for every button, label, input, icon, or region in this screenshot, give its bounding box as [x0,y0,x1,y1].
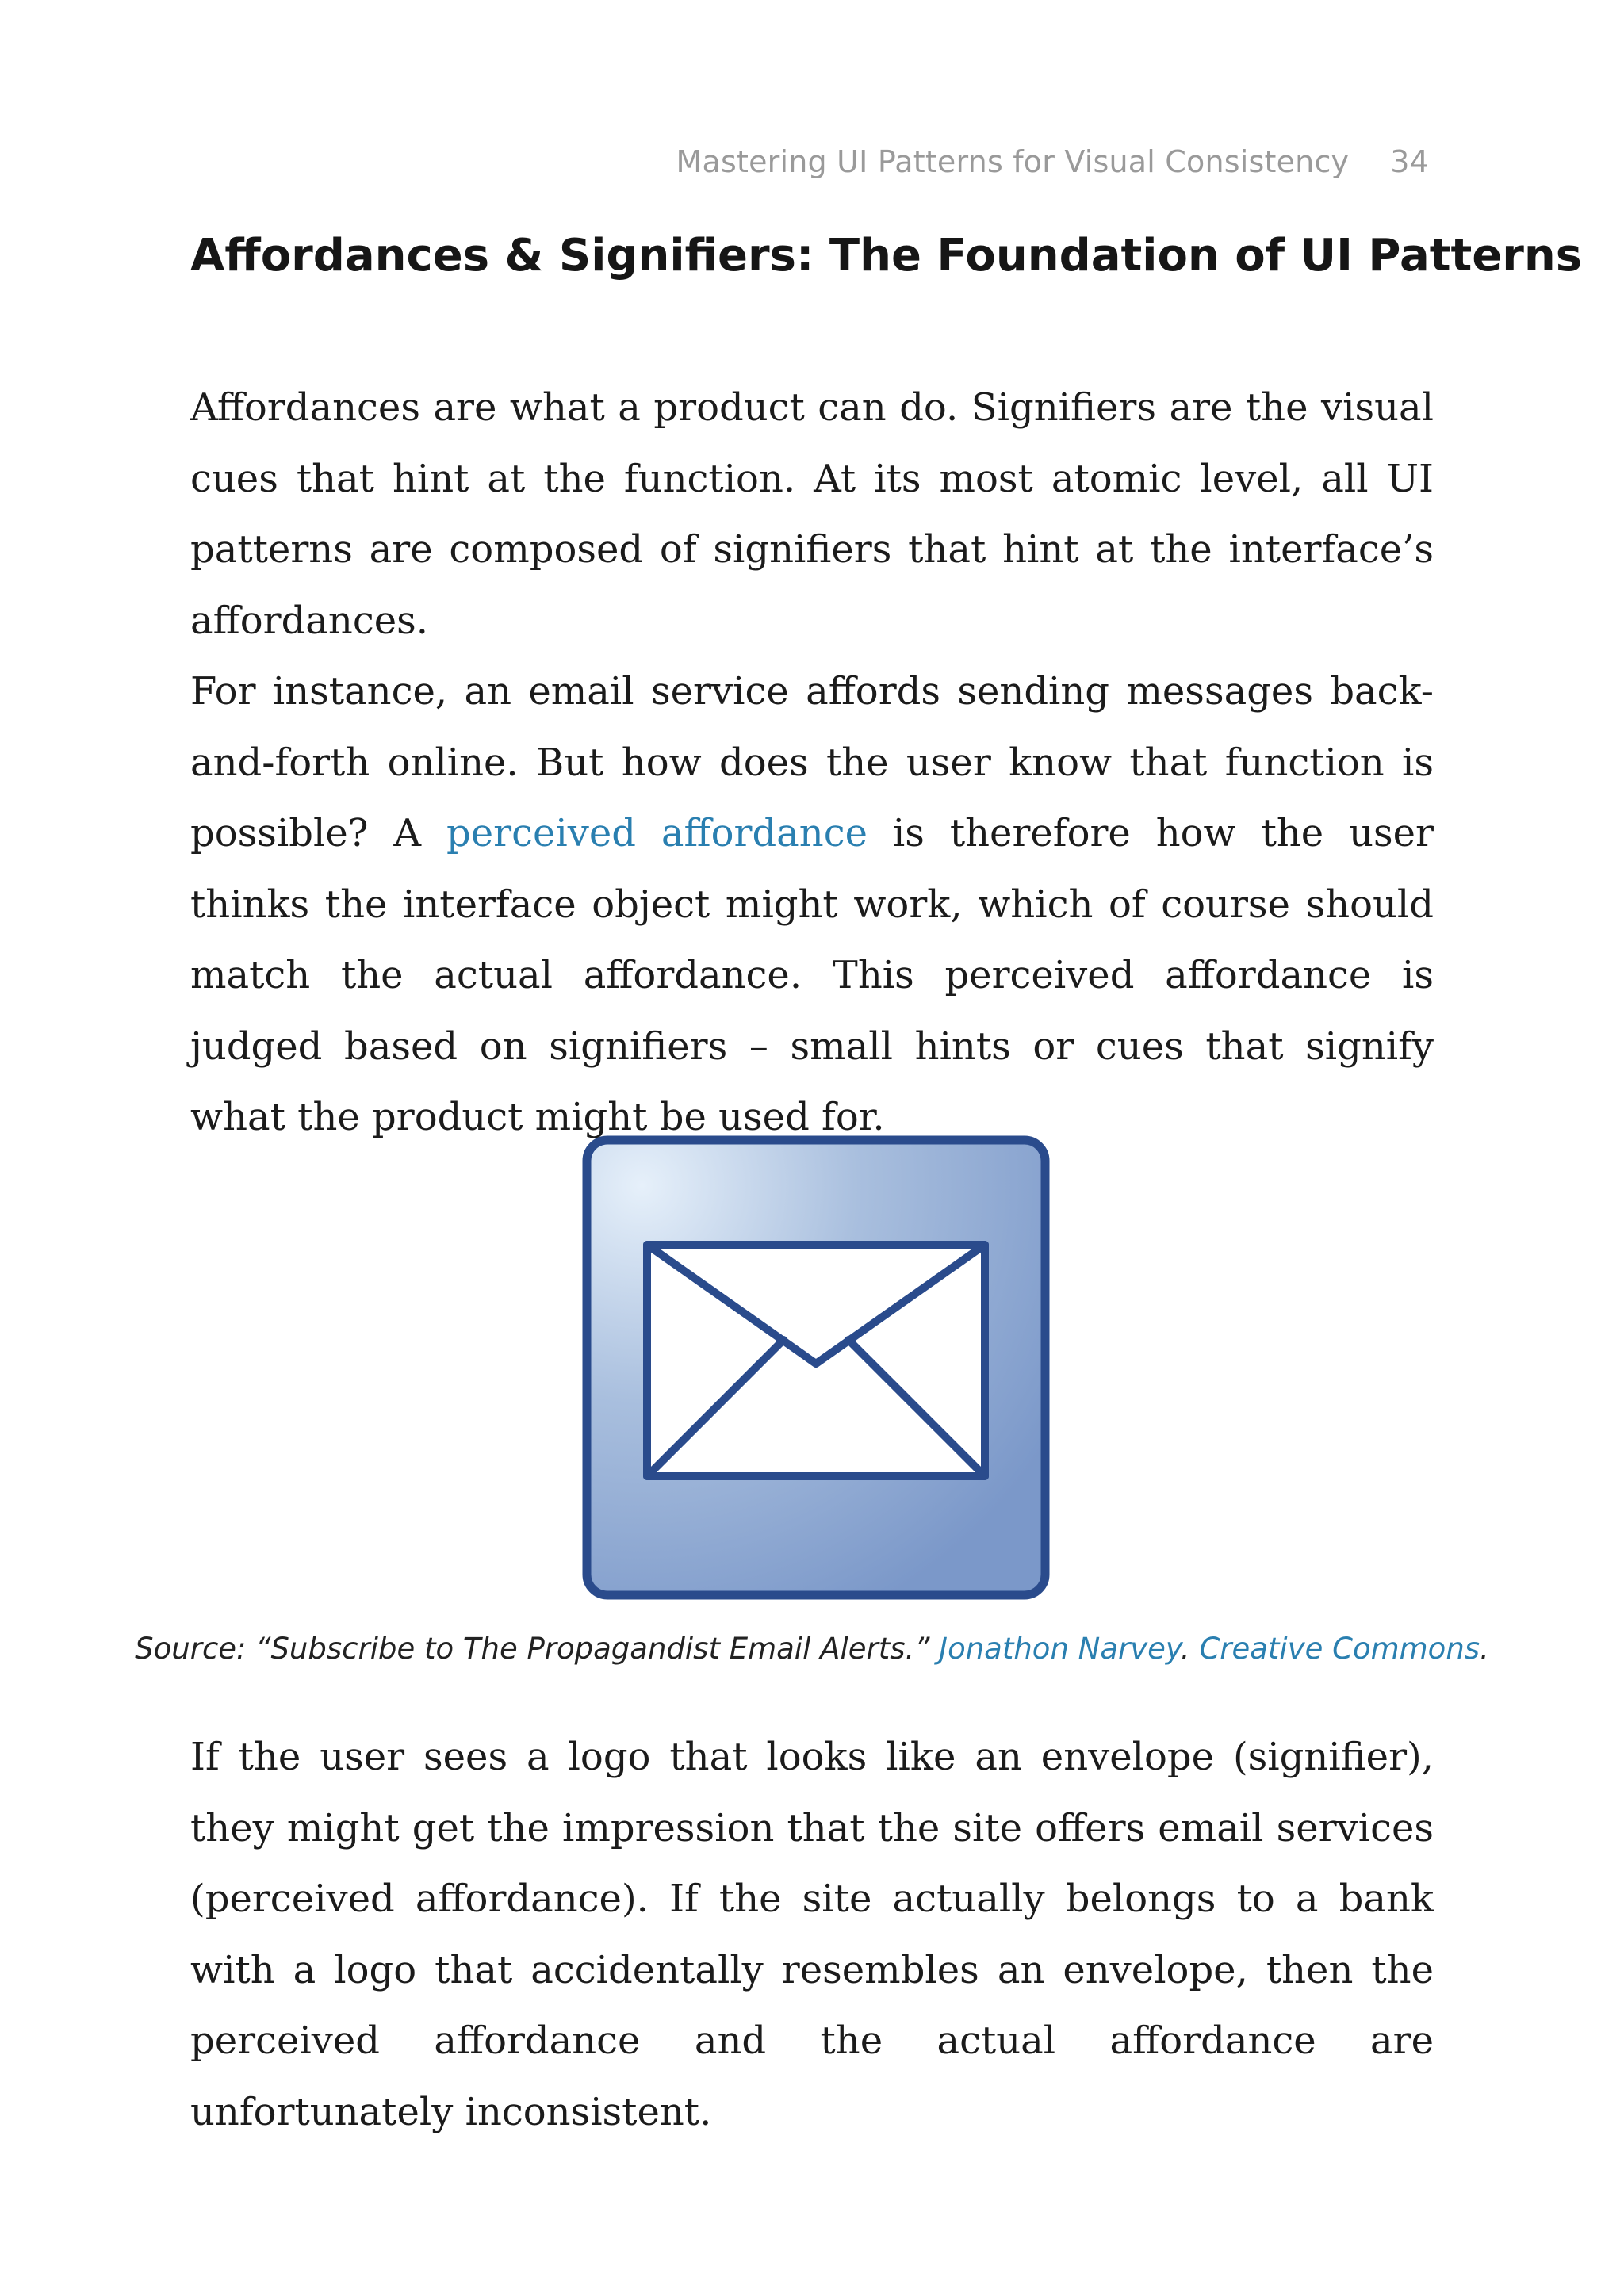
caption-separator: . [1180,1632,1200,1666]
running-header [676,144,1429,179]
perceived-affordance-link[interactable]: perceived affordance [446,811,868,855]
paragraph-affordances-definition: Affordances are what a product can do. Signifiers are the visual cues that hint at the function. At its most atomic level, all UI patterns are composed of signifiers that hint at the interface’s affordances. [190,385,1434,643]
caption-source-text: Source: “Subscribe to The Propagandist Email Alerts.” [135,1632,940,1666]
page-number: 34 [1390,144,1429,179]
section-title: Affordances & Signifiers: The Foundation of UI Patterns [190,230,1583,281]
running-header-title: Mastering UI Patterns for Visual Consistency [676,144,1350,179]
envelope-icon [582,1135,1050,1600]
paragraph-email-example [190,656,1434,1154]
paragraph-text: For instance, an email service affords sending messages back-and-forth online. But how does the user know that function is possible? A [190,669,1434,855]
caption-suffix: . [1480,1632,1489,1666]
figure-caption [0,1632,1624,1666]
caption-license-link[interactable]: Creative Commons [1199,1632,1480,1666]
envelope-figure [582,1135,1050,1600]
paragraph-text: is therefore how the user thinks the interface object might work, which of course should match the actual affordance. This perceived affordance is judged based on signifiers – small hints or cues that signify what the product might be used for. [190,811,1434,1139]
caption-author-link[interactable]: Jonathon Narvey [939,1632,1181,1666]
paragraph-logo-example: If the user sees a logo that looks like an envelope (signifier), they might get the impression that the site offers email services (perceived affordance). If the site actually belongs to a bank with a logo that accidentally resembles an envelope, then the perceived affordance and the actual affordance are unfortunately inconsistent. [190,1735,1434,2134]
